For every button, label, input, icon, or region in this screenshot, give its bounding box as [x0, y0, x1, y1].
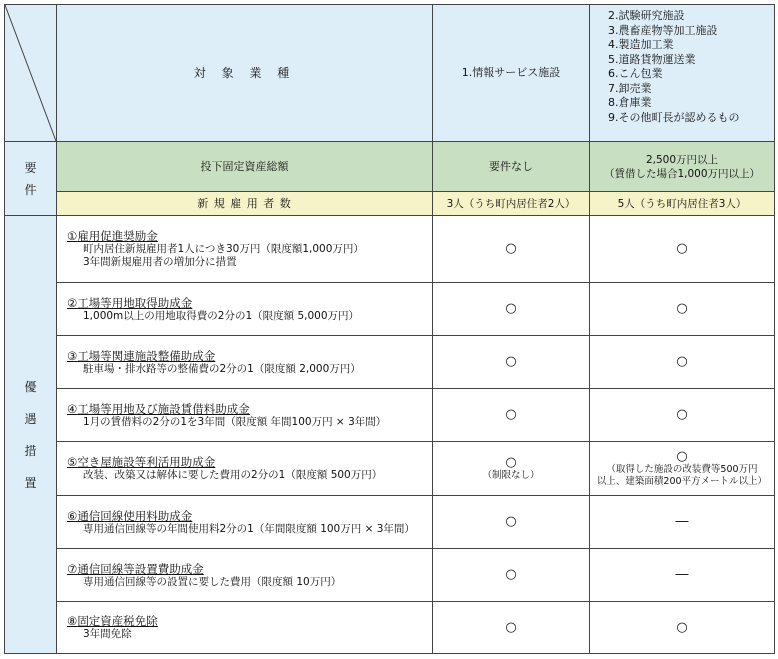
- benefit-2-col2: ○: [590, 283, 775, 336]
- benefit-title: 工場等関連施設整備助成金: [77, 348, 216, 363]
- benefit-row-4: ④工場等用地及び施設賃借料助成金 1月の賃借料の2分の1を3年間（限度額 年間100万円 × 3年間）: [57, 389, 433, 442]
- benefit-6-col2: ―: [590, 496, 775, 549]
- employees-label: 新 規 雇 用 者 数: [57, 192, 433, 216]
- asset-col2: 2,500万円以上 （賃借した場合1,000万円以上）: [590, 142, 775, 192]
- requirements-label: 要 件: [5, 142, 57, 216]
- industry-item: 9.その他町長が認めるもの: [608, 110, 740, 124]
- diagonal-line: [5, 5, 56, 141]
- benefit-title: 通信回線使用料助成金: [77, 508, 193, 523]
- benefit-row-8: ⑧固定資産税免除 3年間免除: [57, 602, 433, 654]
- benefit-row-7: ⑦通信回線等設置費助成金 専用通信回線等の設置に要した費用（限度額 10万円）: [57, 549, 433, 602]
- benefit-5-col1-note: （制限なし）: [482, 469, 540, 481]
- asset-col1: 要件なし: [433, 142, 590, 192]
- benefit-title: 工場等用地及び施設賃借料助成金: [77, 401, 250, 416]
- benefit-desc: 3年間新規雇用者の増加分に措置: [83, 256, 237, 268]
- employees-col1: 3人（うち町内居住者2人）: [433, 192, 590, 216]
- benefit-7-col2: ―: [590, 549, 775, 602]
- benefit-title: 雇用促進奨励金: [77, 229, 158, 243]
- benefit-5-col1: ○ （制限なし）: [433, 442, 590, 496]
- benefit-5-col2-note: 以上、建築面積200平方メートル以上）: [596, 475, 768, 487]
- benefit-title: 通信回線等設置費助成金: [77, 561, 204, 576]
- industry-item: 6.こん包業: [608, 67, 663, 80]
- target-industry-header: 対 象 業 種: [57, 5, 433, 142]
- asset-label: 投下固定資産総額: [57, 142, 433, 192]
- benefit-desc: 専用通信回線等の年間使用料2分の1（年間限度額 100万円 × 3年間）: [83, 522, 415, 535]
- benefit-5-col2-note: （取得した施設の改装費等500万円: [606, 463, 758, 475]
- industry-item: 2.試験研究施設: [608, 9, 685, 22]
- benefit-8-col2: ○: [590, 602, 775, 654]
- corner-cell: [5, 5, 57, 142]
- benefit-3-col1: ○: [433, 336, 590, 389]
- benefit-4-col2: ○: [590, 389, 775, 442]
- industry-item: 7.卸売業: [608, 81, 652, 95]
- benefit-row-2: ②工場等用地取得助成金 1,000m以上の用地取得費の2分の1（限度額 5,000万円）: [57, 283, 433, 336]
- benefit-5-col2: ○ （取得した施設の改装費等500万円 以上、建築面積200平方メートル以上）: [590, 442, 775, 496]
- benefit-desc: 駐車場・排水路等の整備費の2分の1（限度額 2,000万円）: [83, 362, 361, 375]
- priority-label: 優 遇 措 置: [5, 216, 57, 654]
- benefit-title: 工場等用地取得助成金: [77, 295, 193, 310]
- benefit-7-col1: ○: [433, 549, 590, 602]
- benefit-desc: 改装、改築又は解体に要した費用の2分の1（限度額 500万円）: [83, 469, 383, 481]
- benefit-1-col2: ○: [590, 216, 775, 283]
- industry-item: 5.道路貨物運送業: [608, 52, 696, 66]
- benefit-row-3: ③工場等関連施設整備助成金 駐車場・排水路等の整備費の2分の1（限度額 2,000万円）: [57, 336, 433, 389]
- col2-industry-header: [590, 5, 775, 142]
- benefit-desc: 専用通信回線等の設置に要した費用（限度額 10万円）: [83, 575, 342, 588]
- benefit-desc: 1月の賃借料の2分の1を3年間（限度額 年間100万円 × 3年間）: [83, 415, 387, 428]
- industry-item: 3.農畜産物等加工施設: [608, 23, 718, 37]
- benefit-4-col1: ○: [433, 389, 590, 442]
- benefit-desc: 3年間免除: [83, 628, 132, 640]
- col1-industry-header: 1.情報サービス施設: [433, 5, 590, 142]
- benefit-desc: 1,000m以上の用地取得費の2分の1（限度額 5,000万円）: [83, 309, 360, 322]
- benefit-title: 空き屋施設等利活用助成金: [77, 455, 216, 469]
- industry-item: 8.倉庫業: [608, 96, 652, 109]
- benefit-row-1: ①雇用促進奨励金 町内居住新規雇用者1人につき30万円（限度額1,000万円） 3年間新規雇用者の増加分に措置: [57, 216, 433, 283]
- benefit-6-col1: ○: [433, 496, 590, 549]
- benefit-1-col1: ○: [433, 216, 590, 283]
- industry-item: 4.製造加工業: [608, 38, 674, 51]
- benefit-desc: 町内居住新規雇用者1人につき30万円（限度額1,000万円）: [83, 243, 364, 255]
- benefit-8-col1: ○: [433, 602, 590, 654]
- benefit-row-6: ⑥通信回線使用料助成金 専用通信回線等の年間使用料2分の1（年間限度額 100万円 × 3年間）: [57, 496, 433, 549]
- benefit-2-col1: ○: [433, 283, 590, 336]
- benefit-title: 固定資産税免除: [77, 614, 158, 628]
- benefit-row-5: ⑤空き屋施設等利活用助成金 改装、改築又は解体に要した費用の2分の1（限度額 500万円）: [57, 442, 433, 496]
- benefit-3-col2: ○: [590, 336, 775, 389]
- incentive-table: [4, 4, 775, 654]
- employees-col2: 5人（うち町内居住者3人）: [590, 192, 775, 216]
